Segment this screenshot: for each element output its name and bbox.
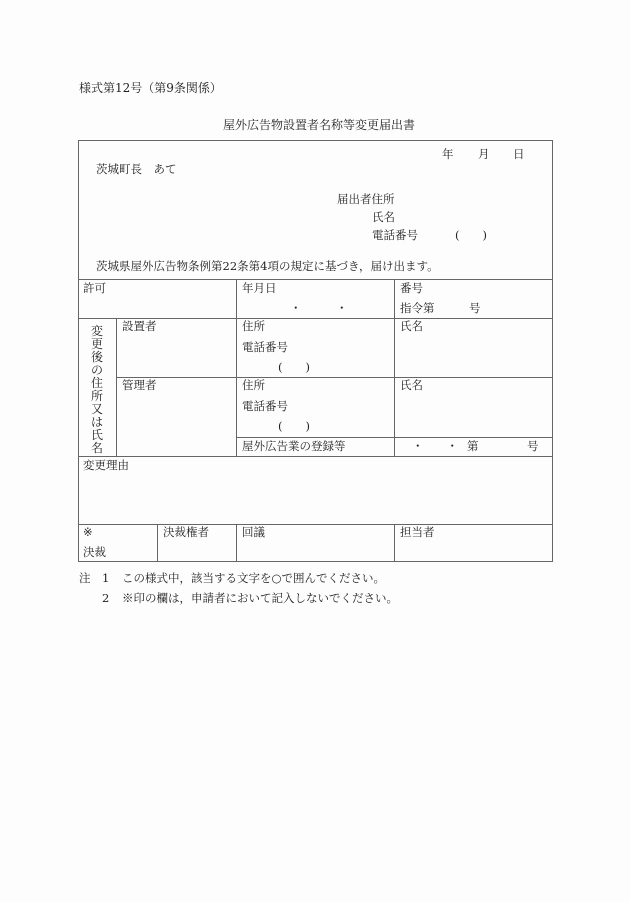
note-2-num: 2 [102,591,110,605]
note-1-num: 1 [102,571,110,585]
applicant-name-label: 氏名 [372,210,395,224]
decision-label: 決裁 [83,545,106,559]
applicant-phone-parens: ( ) [455,228,487,242]
installer-address-label: 住所 [242,319,265,333]
registration-dots: ・ ・ [412,439,458,453]
date-day: 日 [513,147,525,161]
permit-date-dots: ・ ・ [290,301,348,315]
authority-label: 決裁権者 [163,525,209,539]
manager-phone-label: 電話番号 [242,399,288,413]
permit-number-label: 番号 [400,281,423,295]
date-year: 年 [442,147,454,161]
manager-label: 管理者 [122,378,157,392]
staff-label: 担当者 [400,525,435,539]
date-month: 月 [478,147,490,161]
installer-phone-parens: ( ) [278,360,310,374]
installer-label: 設置者 [122,319,157,333]
form-number: 様式第12号（第9条関係） [79,81,222,95]
applicant-phone-label: 電話番号 [372,228,418,242]
manager-address-label: 住所 [242,378,265,392]
reason-label: 変更理由 [83,458,129,472]
note-2-text: ※印の欄は，申請者において記入しないでください。 [122,591,398,605]
circulation-label: 回議 [242,525,265,539]
installer-phone-label: 電話番号 [242,340,288,354]
permit-number-value: 指令第 号 [400,301,481,315]
registration-go: 号 [527,439,539,453]
approval-mark: ※ [83,525,93,539]
permit-label: 許可 [83,281,106,295]
addressee: 茨城町長 あて [96,162,177,176]
registration-label: 屋外広告業の登録等 [242,439,346,453]
notes-prefix: 注 [79,571,91,585]
reason-field[interactable] [79,474,552,524]
applicant-address-label: 届出者住所 [337,192,395,206]
note-1-text: この様式中，該当する文字を○で囲んでください。 [122,571,386,585]
permit-date-label: 年月日 [242,281,277,295]
changed-side-label: 変更後の住所又は氏名 [90,324,103,455]
installer-name-label: 氏名 [400,319,423,333]
statement: 茨城県屋外広告物条例第22条第4項の規定に基づき，届け出ます。 [96,259,439,273]
page-title: 屋外広告物設置者名称等変更届出書 [223,118,416,132]
manager-phone-parens: ( ) [278,419,310,433]
registration-dai: 第 [467,439,479,453]
manager-name-label: 氏名 [400,378,423,392]
